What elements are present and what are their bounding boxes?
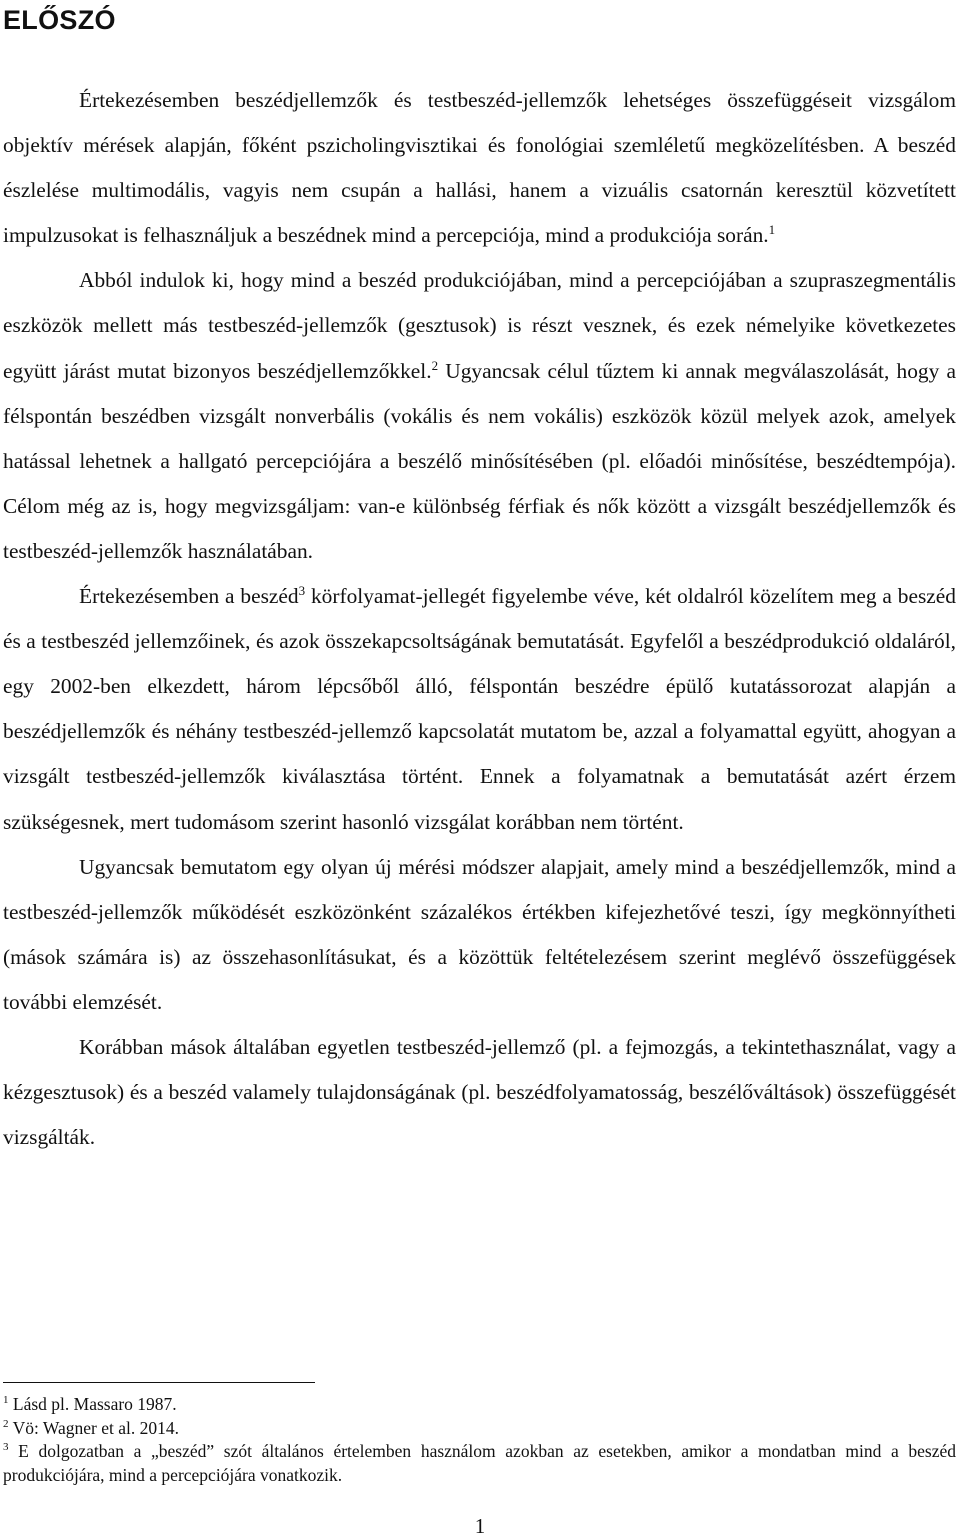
- footnote-1-mark: 1: [3, 1394, 9, 1407]
- footnotes: [3, 1393, 956, 1487]
- paragraph-2-rest: Ugyancsak célul tűztem ki annak megválaszolását, hogy a félspontán beszédben vizsgált nonverbális (vokális és nem vokális) eszközök közül melyek azok, amelyek hatással lehetnek a hallgató percepciójára a beszélő minősítésében (pl. előadói minősítése, beszédtempója). Célom még az is, hogy megvizsgáljam: van-e különbség férfiak és nők között a vizsgált beszédjellemzők és testbeszéd-jellemzők használatában.: [3, 358, 956, 563]
- footnote-2: [3, 1417, 956, 1441]
- paragraph-1-text: Értekezésemben beszédjellemzők és testbeszéd-jellemzők lehetséges összefüggéseit vizsgálom objektív mérések alapján, főként pszicholingvisztikai és fonológiai szemléletű megközelítésben. A beszéd észlelése multimodális, vagyis nem csupán a hallási, hanem a vizuális csatornán keresztül közvetített impulzusokat is felhasználjuk a beszédnek mind a percepciója, mind a produkciója során.: [3, 88, 956, 248]
- footnote-ref-1[interactable]: 1: [768, 222, 776, 238]
- paragraph-5: [3, 1025, 956, 1160]
- footnote-3-mark: 3: [3, 1441, 9, 1454]
- footnote-2-mark: 2: [3, 1417, 9, 1430]
- paragraph-5-text: Korábban mások általában egyetlen testbeszéd-jellemző (pl. a fejmozgás, a tekintethasználat, vagy a kézgesztusok) és a beszéd valamely tulajdonságának (pl. beszédfolyamatosság, beszélőváltások) összefüggését vizsgálták.: [3, 1034, 956, 1150]
- paragraph-4-text: Ugyancsak bemutatom egy olyan új mérési módszer alapjait, amely mind a beszédjellemzők, mind a testbeszéd-jellemzők működését eszközönként százalékos értékben kifejezhetővé teszi, így megkönnyítheti (mások számára is) az összehasonlításukat, és a közöttük feltételezésem szerint meglévő összefüggések további elemzését.: [3, 854, 956, 1014]
- paragraph-3: [3, 574, 956, 845]
- paragraph-1: [3, 78, 956, 258]
- paragraph-2: [3, 258, 956, 574]
- footnote-ref-3[interactable]: 3: [298, 582, 306, 598]
- paragraph-3-rest: körfolyamat-jellegét figyelembe véve, két oldalról közelítem meg a beszéd és a testbeszéd jellemzőinek, és azok összekapcsoltságának bemutatását. Egyfelől a beszédprodukció oldaláról, egy 2002-ben elkezdett, három lépcsőből álló, félspontán beszédre épülő kutatássorozat alapján a beszédjellemzők és néhány testbeszéd-jellemző kapcsolatát mutatom be, azzal a folyamattal együtt, ahogyan a vizsgált testbeszéd-jellemzők kiválasztása történt. Ennek a folyamatnak a bemutatását azért érzem szükségesnek, mert tudomásom szerint hasonló vizsgálat korábban nem történt.: [3, 584, 956, 834]
- footnote-divider: [3, 1382, 315, 1383]
- footnote-3: [3, 1440, 956, 1487]
- body-text: [3, 78, 956, 1160]
- footnote-ref-2[interactable]: 2: [431, 357, 439, 373]
- page-title: ELŐSZÓ: [3, 5, 116, 35]
- footnote-3-text: E dolgozatban a „beszéd” szót általános értelemben használom azokban az esetekben, amikor a mondatban mind a beszéd produkciójára, mind a percepciójára vonatkozik.: [3, 1441, 956, 1485]
- paragraph-2-text: Abból indulok ki, hogy mind a beszéd produkciójában, mind a percepciójában a szupraszegmentális eszközök mellett más testbeszéd-jellemzők (gesztusok) is részt vesznek, és ezek némelyike következetes együtt járást mutat bizonyos beszédjellemzőkkel.: [3, 268, 956, 383]
- paragraph-4: [3, 845, 956, 1025]
- footnote-2-text: Vö: Wagner et al. 2014.: [12, 1417, 179, 1438]
- footnote-1-text: Lásd pl. Massaro 1987.: [12, 1394, 177, 1414]
- paragraph-3-text: Értekezésemben a beszéd: [79, 584, 299, 609]
- footnote-1: [3, 1393, 956, 1417]
- page-number: 1: [474, 1514, 486, 1538]
